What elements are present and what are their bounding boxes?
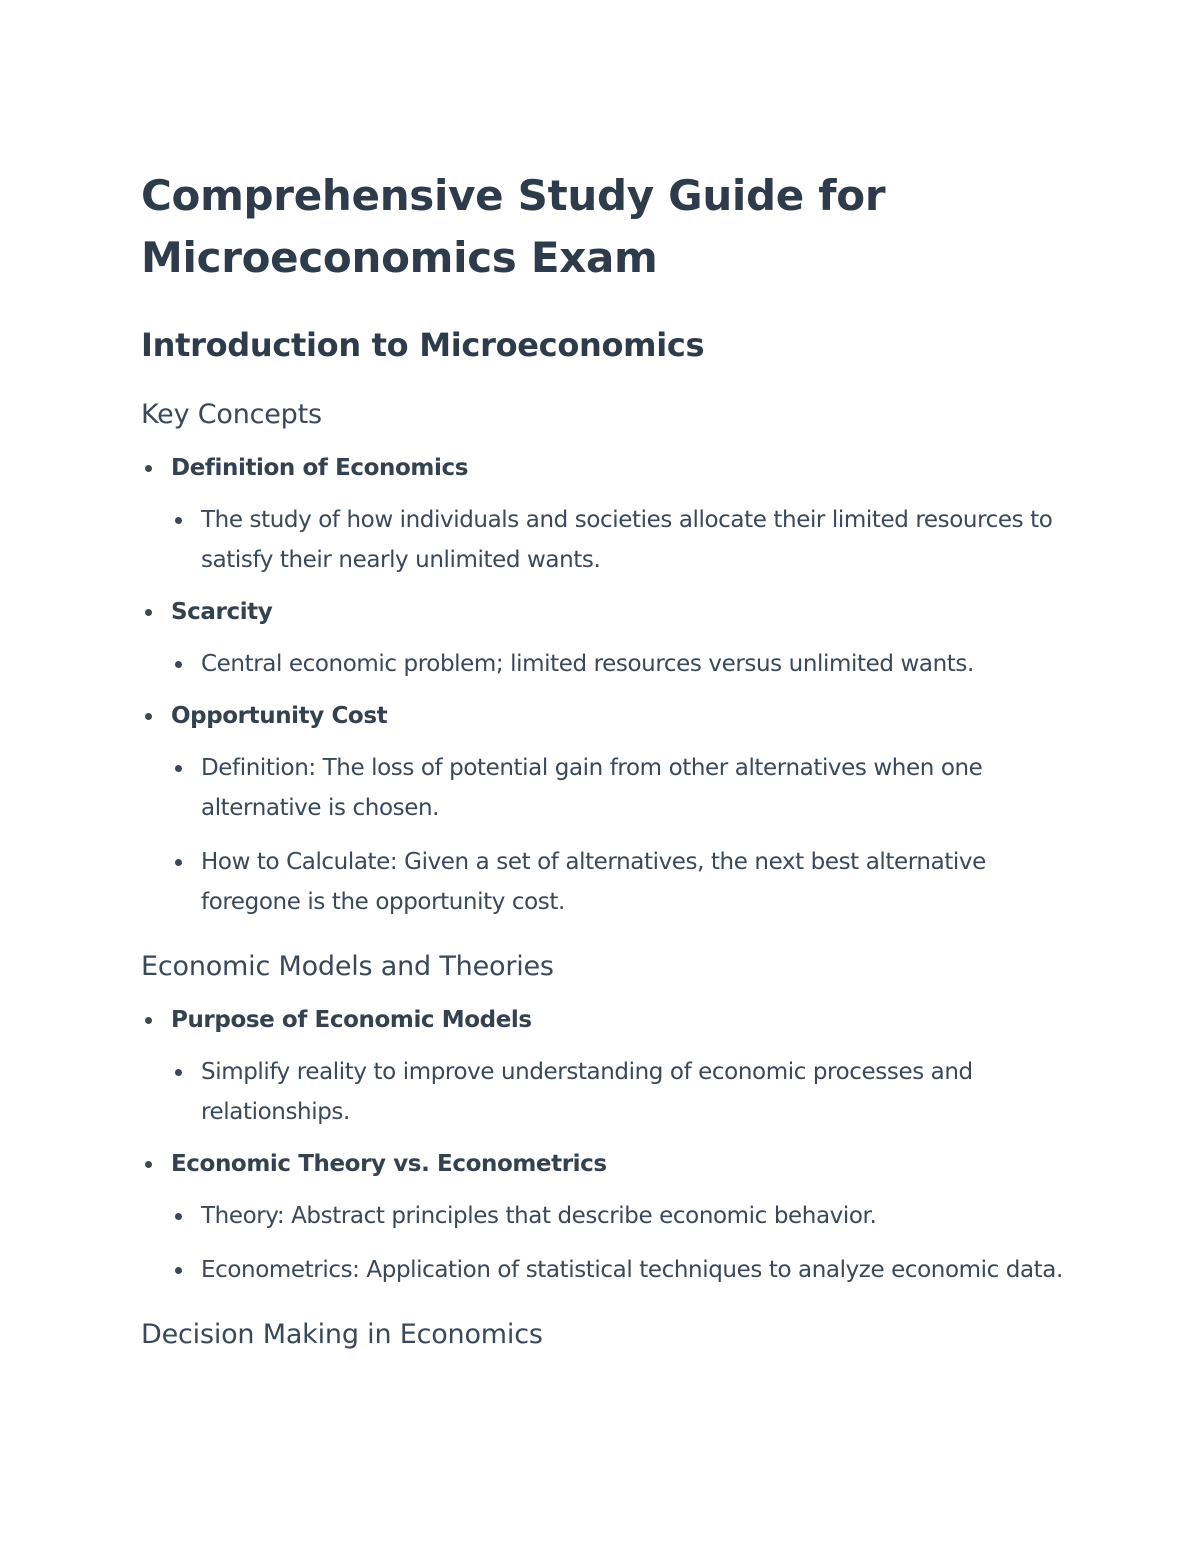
- point-text: Definition: The loss of potential gain from other alternatives when one alternative is chosen.: [201, 755, 983, 821]
- list-item: [171, 500, 1081, 580]
- point-text: Simplify reality to improve understanding of economic processes and relationships.: [201, 1059, 973, 1125]
- list-item: [141, 1146, 1081, 1290]
- bullet-icon: [145, 1161, 152, 1168]
- section-title: Introduction to Microeconomics: [141, 326, 705, 364]
- list-item: [171, 748, 1081, 828]
- bullet-icon: [175, 1267, 182, 1274]
- subsection-economic-models: Economic Models and Theories: [141, 951, 554, 982]
- list-item: [171, 842, 1081, 922]
- list-item: [171, 1052, 1081, 1132]
- sub-list: [171, 644, 1081, 684]
- bullet-icon: [175, 1213, 182, 1220]
- economic-models-list: [141, 1002, 1081, 1290]
- list-item: [141, 1002, 1081, 1132]
- point-text: Econometrics: Application of statistical techniques to analyze economic data.: [201, 1257, 1063, 1283]
- sub-list: [171, 1196, 1081, 1290]
- list-item: [141, 450, 1081, 580]
- list-item: [141, 594, 1081, 684]
- term-label: Scarcity: [171, 599, 273, 625]
- term-label: Definition of Economics: [171, 455, 469, 481]
- bullet-icon: [145, 465, 152, 472]
- point-text: Theory: Abstract principles that describe economic behavior.: [201, 1203, 877, 1229]
- bullet-icon: [175, 661, 182, 668]
- point-text: How to Calculate: Given a set of alternatives, the next best alternative foregone is the opportunity cost.: [201, 849, 986, 915]
- sub-list: [171, 500, 1081, 580]
- key-concepts-list: [141, 450, 1081, 922]
- bullet-icon: [175, 1069, 182, 1076]
- term-label: Economic Theory vs. Econometrics: [171, 1151, 607, 1177]
- document-title: Comprehensive Study Guide for Microeconomics Exam: [141, 171, 886, 282]
- bullet-icon: [145, 609, 152, 616]
- bullet-icon: [175, 859, 182, 866]
- list-item: [171, 1196, 1081, 1236]
- point-text: The study of how individuals and societies allocate their limited resources to satisfy their nearly unlimited wants.: [201, 507, 1053, 573]
- sub-list: [171, 748, 1081, 922]
- sub-list: [171, 1052, 1081, 1132]
- subsection-key-concepts: Key Concepts: [141, 399, 322, 430]
- bullet-icon: [175, 765, 182, 772]
- point-text: Central economic problem; limited resources versus unlimited wants.: [201, 651, 974, 677]
- bullet-icon: [175, 517, 182, 524]
- bullet-icon: [145, 1017, 152, 1024]
- list-item: [171, 644, 1081, 684]
- list-item: [171, 1250, 1081, 1290]
- bullet-icon: [145, 713, 152, 720]
- term-label: Opportunity Cost: [171, 703, 388, 729]
- subsection-decision-making: Decision Making in Economics: [141, 1319, 543, 1350]
- term-label: Purpose of Economic Models: [171, 1007, 532, 1033]
- document-page: [141, 165, 1081, 1352]
- list-item: [141, 698, 1081, 922]
